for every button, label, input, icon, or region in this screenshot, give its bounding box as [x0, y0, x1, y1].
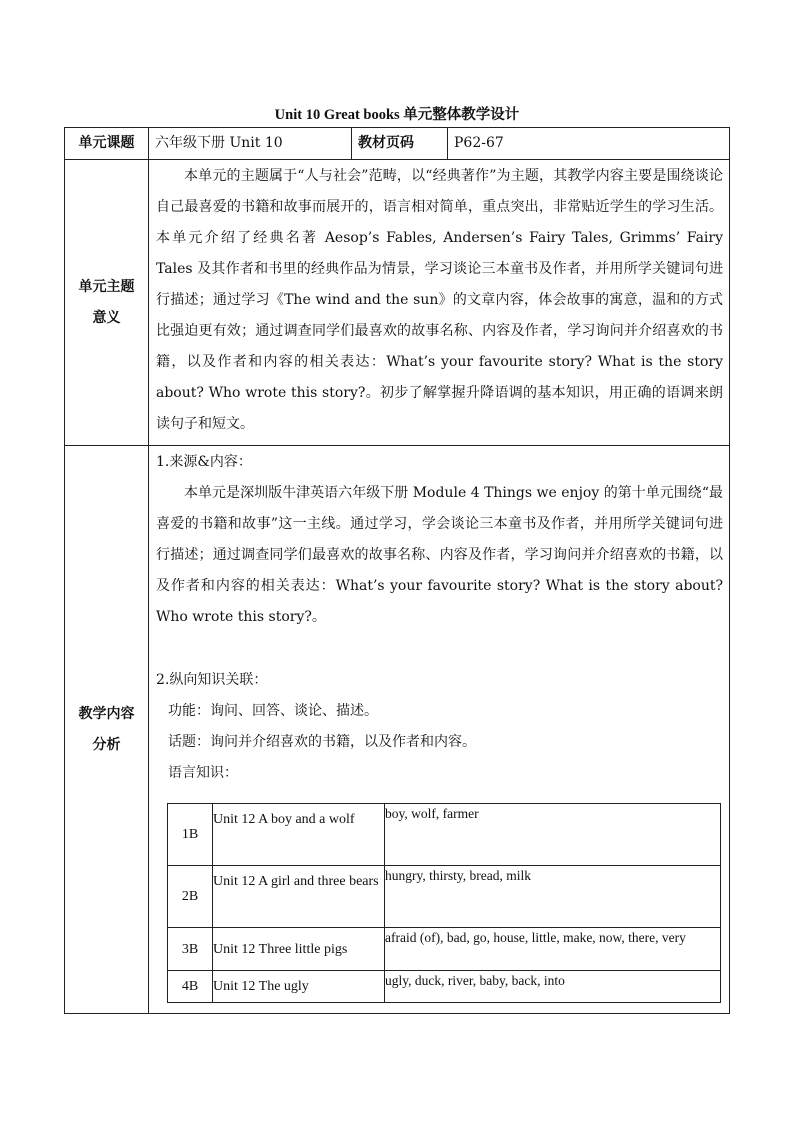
design-table	[64, 127, 730, 1014]
unit-topic-label: 单元课题	[65, 128, 149, 160]
section1-text: 本单元是深圳版牛津英语六年级下册 Module 4 Things we enjoy 的第十单元围绕“最喜爱的书籍和故事”这一主线。通过学习，学会谈论三本童书及作者，并用所学关键词句进行描述；通过调查同学们最喜欢的故事名称、内容及作者，学习询问并介绍喜欢的书籍，以及作者和内容的相关表达：What’s your favourite story? What is the story about? Who wrote this story?。	[156, 485, 723, 625]
words-cell: hungry, thirsty, bread, milk	[385, 866, 721, 928]
table-row	[168, 971, 721, 1003]
analysis-label	[65, 446, 149, 1014]
theme-row	[65, 160, 730, 446]
words-cell: boy, wolf, farmer	[385, 804, 721, 866]
table-row	[168, 804, 721, 866]
header-row	[65, 128, 730, 160]
grade-cell: 4B	[168, 971, 213, 1003]
unit-topic-value: 六年级下册 Unit 10	[149, 128, 352, 160]
page-title: Unit 10 Great books 单元整体教学设计	[274, 107, 520, 123]
unit-cell: Unit 12 Three little pigs	[213, 928, 385, 971]
analysis-cell	[149, 446, 730, 1014]
function-line: 功能：询问、回答、谈论、描述。	[168, 703, 378, 719]
grade-cell: 3B	[168, 928, 213, 971]
grade-cell: 2B	[168, 866, 213, 928]
table-row	[168, 928, 721, 971]
words-cell: afraid (of), bad, go, house, little, make, now, there, very	[385, 928, 721, 971]
unit-cell: Unit 12 A boy and a wolf	[213, 804, 385, 866]
section1-heading: 1.来源&内容：	[156, 454, 252, 470]
theme-cell	[149, 160, 730, 446]
page-range-value: P62-67	[448, 128, 730, 160]
theme-label-text: 单元主题意义	[78, 278, 135, 326]
table-row	[168, 866, 721, 928]
words-cell: ugly, duck, river, baby, back, into	[385, 971, 721, 1003]
language-line: 语言知识：	[168, 765, 238, 781]
theme-text: 本单元的主题属于“人与社会”范畴，以“经典著作”为主题，其教学内容主要是围绕谈论自己最喜爱的书籍和故事而展开的，语言相对简单，重点突出，非常贴近学生的学习生活。本单元介绍了经典名著 Aesop’s Fables, Andersen’s Fairy Tales, Grimms’ Fairy Tales 及其作者和书里的经典作品为情景，学习谈论三本童书及作者，并用所学关键词句进行描述；通过学习《The wind and the sun》的文章内容，体会故事的寓意，温和的方式比强迫更有效；通过调查同学们最喜欢的故事名称、内容及作者，学习询问并介绍喜欢的书籍，以及作者和内容的相关表达：What’s your favourite story? What is the story about? Who wrote this story?。初步了解掌握升降语调的基本知识，用正确的语调来朗读句子和短文。	[156, 168, 723, 432]
unit-cell: Unit 12 A girl and three bears	[213, 866, 385, 928]
grade-cell: 1B	[168, 804, 213, 866]
unit-cell: Unit 12 The ugly	[213, 971, 385, 1003]
page-range-label: 教材页码	[352, 128, 448, 160]
analysis-label-text: 教学内容分析	[78, 705, 135, 753]
topic-line: 话题：询问并介绍喜欢的书籍，以及作者和内容。	[168, 734, 476, 750]
knowledge-table	[167, 803, 721, 1003]
theme-label	[65, 160, 149, 446]
section2-heading: 2.纵向知识关联：	[156, 672, 268, 688]
analysis-row	[65, 446, 730, 1014]
